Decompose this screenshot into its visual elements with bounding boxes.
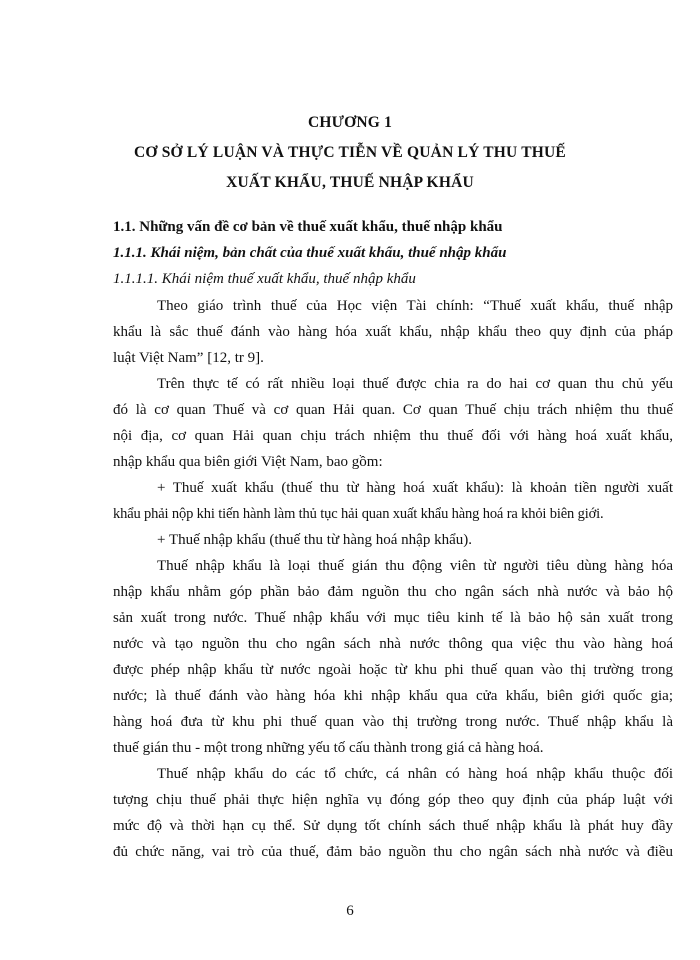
body-line: sản xuất trong nước. Thuế nhập khẩu với mục tiêu kinh tế là bảo hộ sản xuất trong	[113, 610, 673, 626]
body-line: đủ chức năng, vai trò của thuế, đảm bảo nguồn thu cho ngân sách nhà nước và điều	[113, 844, 673, 860]
body-line: + Thuế nhập khẩu (thuế thu từ hàng hoá nhập khẩu).	[157, 532, 472, 548]
body-line: + Thuế xuất khẩu (thuế thu từ hàng hoá xuất khẩu): là khoản tiền người xuất	[157, 480, 673, 496]
body-line: khẩu là sắc thuế đánh vào hàng hóa xuất khẩu, nhập khẩu theo quy định của pháp	[113, 324, 673, 340]
chapter-title-line-2: XUẤT KHẨU, THUẾ NHẬP KHẨU	[226, 174, 474, 191]
body-line: luật Việt Nam” [12, tr 9].	[113, 350, 264, 366]
section-heading-1-1-1: 1.1.1. Khái niệm, bản chất của thuế xuất khẩu, thuế nhập khẩu	[113, 245, 507, 261]
body-line: nước và tạo nguồn thu cho ngân sách nhà nước thông qua việc thu vào hàng hoá	[113, 636, 673, 652]
section-heading-1-1: 1.1. Những vấn đề cơ bản về thuế xuất khẩu, thuế nhập khẩu	[113, 219, 503, 235]
body-line: nội địa, cơ quan Hải quan chịu trách nhiệm thu thuế đối với hàng hoá xuất khẩu,	[113, 428, 673, 444]
body-line: Theo giáo trình thuế của Học viện Tài chính: “Thuế xuất khẩu, thuế nhập	[157, 298, 673, 314]
body-line: tượng chịu thuế phải thực hiện nghĩa vụ đóng góp theo quy định của pháp luật với	[113, 792, 673, 808]
body-line: đó là cơ quan Thuế và cơ quan Hải quan. Cơ quan Thuế chịu trách nhiệm thu thuế	[113, 402, 673, 418]
body-line: Thuế nhập khẩu do các tổ chức, cá nhân có hàng hoá nhập khẩu thuộc đối	[157, 766, 673, 782]
body-line: nhập khẩu nhằm góp phần bảo đảm nguồn thu cho ngân sách nhà nước và bảo hộ	[113, 584, 673, 600]
page-number: 6	[346, 903, 354, 919]
body-line: nước; là thuế đánh vào hàng hóa khi nhập khẩu qua cửa khẩu, biên giới quốc gia;	[113, 688, 673, 704]
body-line: Trên thực tế có rất nhiều loại thuế được chia ra do hai cơ quan thu chủ yếu	[157, 376, 673, 392]
section-heading-1-1-1-1: 1.1.1.1. Khái niệm thuế xuất khẩu, thuế nhập khẩu	[113, 271, 416, 287]
body-line: thuế gián thu - một trong những yếu tố cấu thành trong giá cả hàng hoá.	[113, 740, 544, 756]
body-line: hàng hoá đưa từ khu phi thuế quan vào thị trường trong nước. Thuế nhập khẩu là	[113, 714, 673, 730]
chapter-number: CHƯƠNG 1	[307, 114, 393, 131]
chapter-title-line-1: CƠ SỞ LÝ LUẬN VÀ THỰC TIỄN VỀ QUẢN LÝ THU THUẾ	[134, 144, 566, 161]
body-line: Thuế nhập khẩu là loại thuế gián thu động viên từ người tiêu dùng hàng hóa	[157, 558, 673, 574]
body-line: khẩu phải nộp khi tiến hành làm thủ tục hải quan xuất khẩu hàng hoá ra khỏi biên giới.	[113, 506, 604, 522]
body-line: được phép nhập khẩu từ nước ngoài hoặc từ khu phi thuế quan vào thị trường trong	[113, 662, 673, 678]
body-line: mức độ và thời hạn cụ thể. Sử dụng tốt chính sách thuế nhập khẩu là phát huy đầy	[113, 818, 673, 834]
body-line: nhập khẩu qua biên giới Việt Nam, bao gồm:	[113, 454, 383, 470]
